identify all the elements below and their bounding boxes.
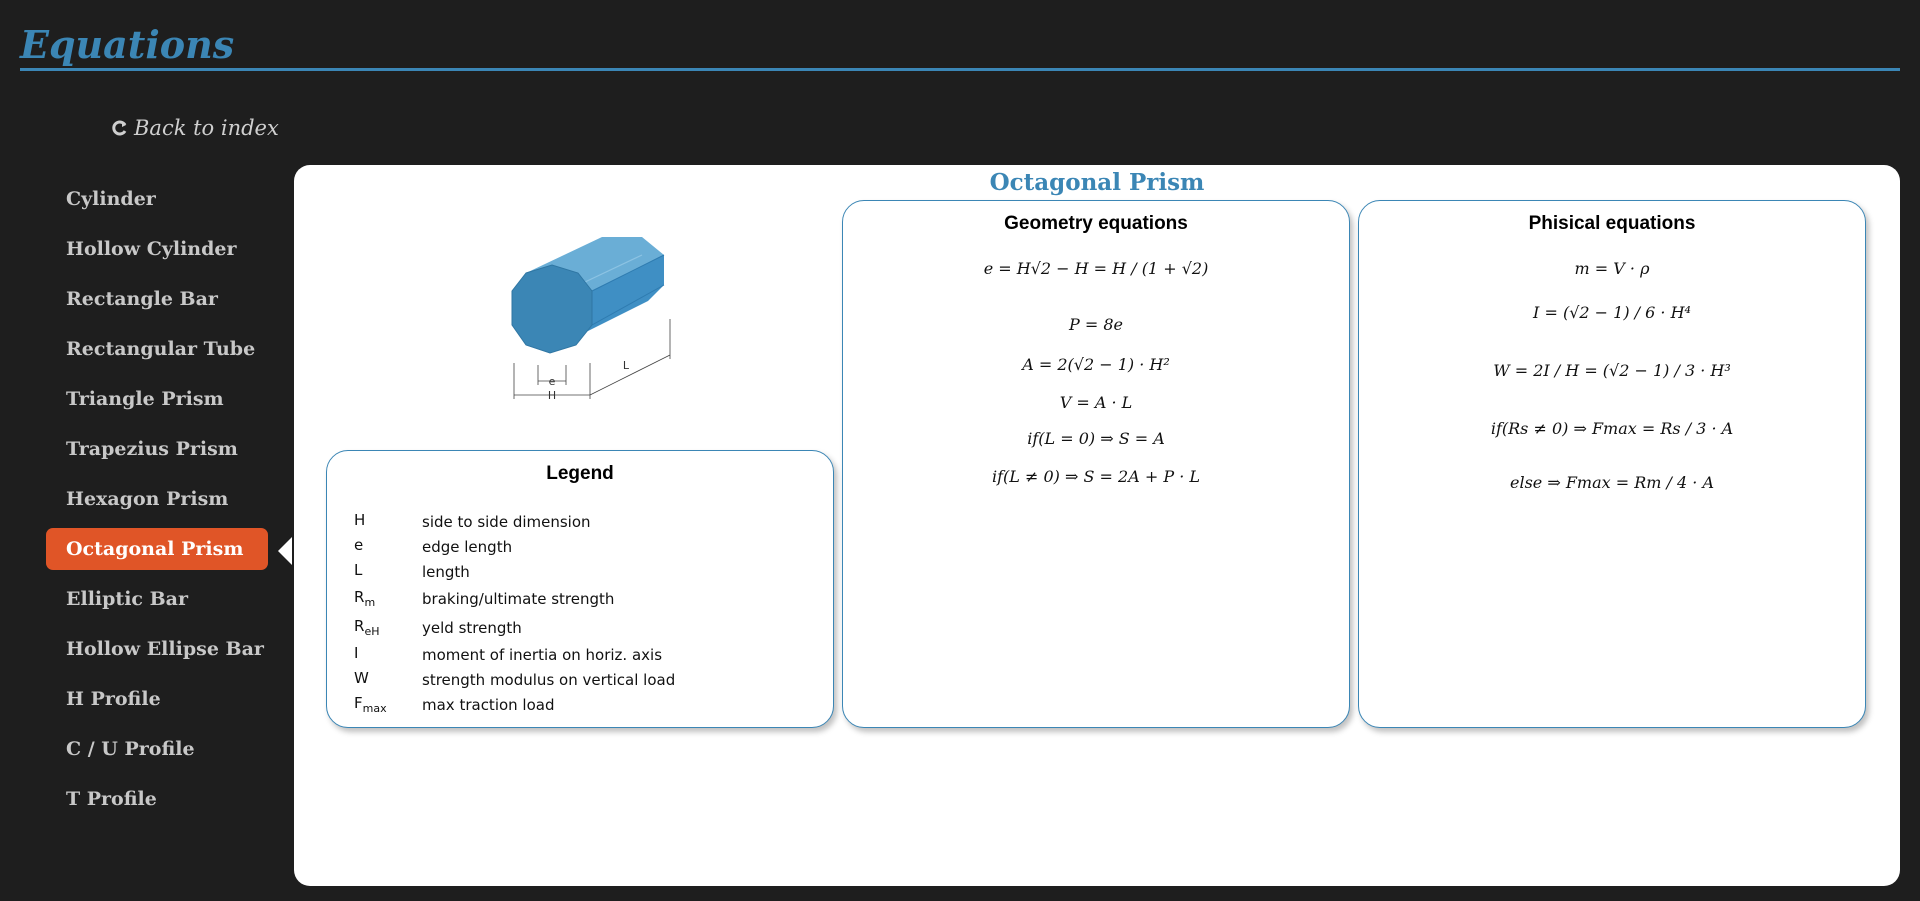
sidebar-item-c-u-profile[interactable]: C / U Profile (66, 738, 195, 760)
geometry-equation: P = 8e (1069, 315, 1123, 334)
legend-symbol (354, 536, 422, 557)
illustration-label-e: e (548, 375, 556, 388)
legend-symbol (354, 644, 422, 665)
legend-symbol (354, 669, 422, 690)
legend-title: Legend (546, 463, 614, 484)
symbol-subscript: eH (364, 625, 380, 638)
sidebar-item-hollow-ellipse-bar[interactable]: Hollow Ellipse Bar (66, 638, 264, 660)
symbol-subscript: max (362, 702, 387, 715)
geometry-title: Geometry equations (1004, 213, 1188, 234)
legend-description: max traction load (422, 695, 555, 714)
sidebar-item-rectangle-bar[interactable]: Rectangle Bar (66, 288, 218, 310)
physical-equation: I = (√2 − 1) / 6 · H⁴ (1533, 303, 1691, 322)
sidebar-item-rectangular-tube[interactable]: Rectangular Tube (66, 338, 256, 360)
legend-row (354, 559, 675, 584)
legend-symbol (354, 588, 422, 609)
legend-description: yeld strength (422, 618, 522, 637)
legend-table (354, 509, 675, 717)
symbol-text: R (354, 588, 365, 606)
octagonal-prism-illustration (474, 215, 714, 435)
back-to-index-label: Back to index (134, 116, 279, 140)
physical-title: Phisical equations (1528, 213, 1696, 234)
illustration-label-l: L (622, 359, 630, 372)
symbol-text: W (354, 669, 369, 687)
legend-symbol (354, 617, 422, 638)
symbol-text: F (354, 694, 363, 712)
legend-row (354, 642, 675, 667)
symbol-text: I (354, 644, 359, 662)
main-panel (294, 165, 1900, 886)
legend-row (354, 667, 675, 692)
physical-equation: W = 2I / H = (√2 − 1) / 3 · H³ (1493, 361, 1731, 380)
refresh-icon (112, 120, 128, 136)
legend-description: strength modulus on vertical load (422, 670, 676, 689)
sidebar-item-hexagon-prism[interactable]: Hexagon Prism (66, 488, 229, 510)
sidebar-item-elliptic-bar[interactable]: Elliptic Bar (66, 588, 188, 610)
legend-card (326, 450, 834, 728)
app-header (20, 22, 1900, 71)
geometry-equation: V = A · L (1059, 393, 1133, 412)
legend-row (354, 692, 675, 717)
symbol-text: H (354, 511, 366, 529)
legend-symbol (354, 694, 422, 715)
sidebar-item-h-profile[interactable]: H Profile (66, 688, 161, 710)
symbol-subscript: m (364, 596, 376, 609)
legend-row (354, 509, 675, 534)
section-title: Octagonal Prism (989, 169, 1205, 196)
symbol-text: e (354, 536, 364, 554)
legend-description: side to side dimension (422, 512, 591, 531)
sidebar-item-t-profile[interactable]: T Profile (66, 788, 157, 810)
active-item-pointer (278, 537, 292, 565)
physical-card (1358, 200, 1866, 728)
legend-row (354, 534, 675, 559)
legend-row (354, 584, 675, 613)
geometry-equation: if(L = 0) ⇒ S = A (1027, 429, 1165, 448)
geometry-equation: if(L ≠ 0) ⇒ S = 2A + P · L (992, 467, 1200, 486)
legend-description: moment of inertia on horiz. axis (422, 645, 663, 664)
sidebar-item-hollow-cylinder[interactable]: Hollow Cylinder (66, 238, 237, 260)
sidebar-item-cylinder[interactable]: Cylinder (66, 188, 156, 210)
geometry-card (842, 200, 1350, 728)
sidebar-item-triangle-prism[interactable]: Triangle Prism (66, 388, 224, 410)
geometry-equation: e = H√2 − H = H / (1 + √2) (983, 259, 1209, 278)
symbol-text: R (354, 617, 365, 635)
legend-row (354, 613, 675, 642)
sidebar (46, 178, 268, 828)
legend-description: edge length (422, 537, 513, 556)
legend-description: length (422, 562, 470, 581)
geometry-equation: A = 2(√2 − 1) · H² (1022, 355, 1170, 374)
legend-symbol (354, 561, 422, 582)
back-to-index-link[interactable] (112, 116, 279, 140)
app-title: Equations (20, 22, 235, 67)
illustration-label-h: H (547, 389, 557, 402)
physical-equation: else ⇒ Fmax = Rm / 4 · A (1509, 473, 1715, 492)
legend-description: braking/ultimate strength (422, 589, 615, 608)
symbol-text: L (354, 561, 363, 579)
sidebar-item-octagonal-prism[interactable]: Octagonal Prism (46, 528, 268, 570)
physical-equation: if(Rs ≠ 0) ⇒ Fmax = Rs / 3 · A (1490, 419, 1734, 438)
physical-equation: m = V · ρ (1574, 259, 1650, 278)
legend-symbol (354, 511, 422, 532)
sidebar-item-trapezius-prism[interactable]: Trapezius Prism (66, 438, 238, 460)
